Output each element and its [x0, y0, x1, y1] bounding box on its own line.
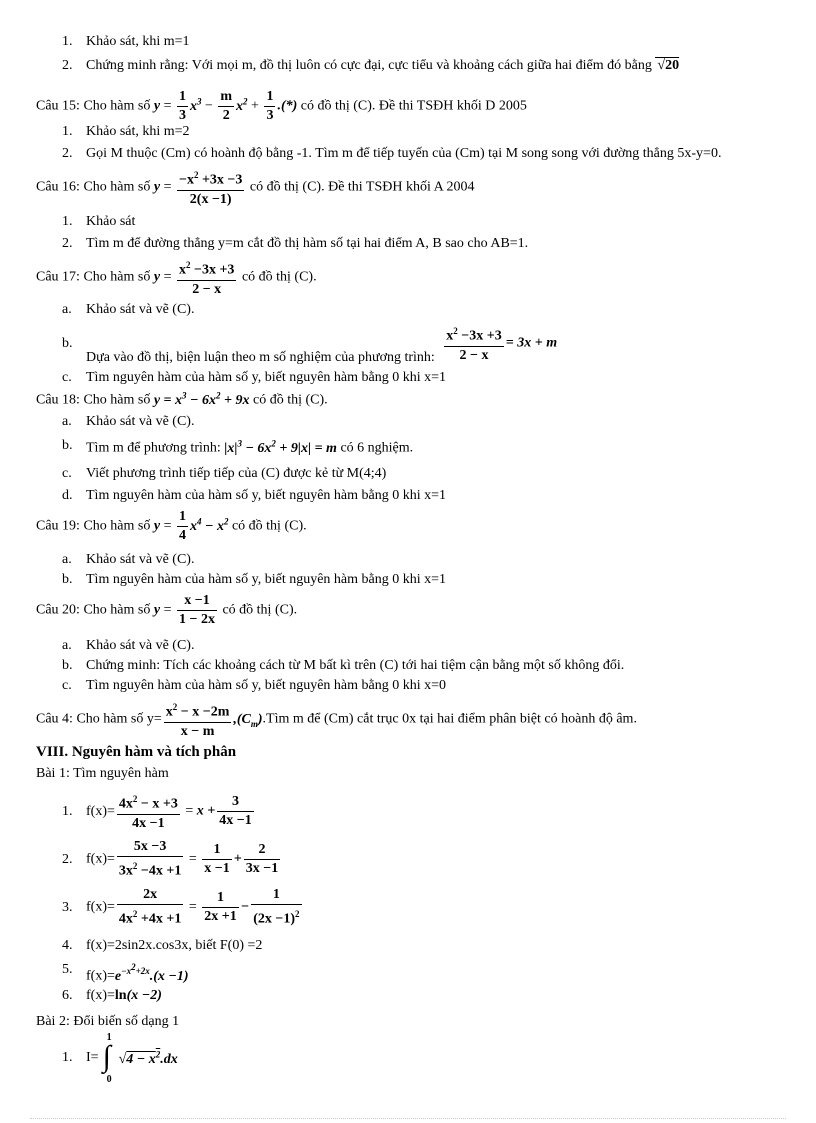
item-number: b.: [62, 336, 73, 351]
exercise-title: Bài 2: Đổi biến số dạng 1: [36, 1014, 180, 1029]
question-text: Câu 19: Cho hàm số y = $\frac{1}{4}$ $x^4 - x^2$ có đồ thị (C).: [36, 509, 307, 543]
item-text: Khảo sát: [86, 214, 136, 229]
item-text: Tìm nguyên hàm của hàm số y, biết nguyên hàm bằng 0 khi x=1: [86, 488, 447, 503]
item-text: f(x)= $\frac{2x}{4x^2 +4x +1}$ = $\frac{1}{2x +1}$ − $\frac{1}{(2x -1)^2}$: [86, 887, 300, 927]
item-text: Khảo sát, khi m=1: [86, 34, 190, 49]
item-number: a.: [62, 638, 72, 653]
item-text: Tìm nguyên hàm của hàm số y, biết nguyên hàm bằng 0 khi x=1: [86, 370, 447, 385]
item-text: f(x)= $\frac{4x^2 - x +3}{4x -1}$ = x + $\frac{3}{4x -1}$: [86, 790, 256, 833]
item-number: 1.: [62, 804, 73, 819]
item-text: Tìm m để đường thẳng y=m cắt đồ thị hàm số tại hai điểm A, B sao cho AB=1.: [86, 236, 529, 251]
question-text: Câu 18: Cho hàm số $y = x^3 - 6x^2 + 9x$ có đồ thị (C).: [36, 390, 328, 408]
item-text: Khảo sát và vẽ (C).: [86, 638, 195, 653]
item-number: 4.: [62, 938, 73, 953]
item-number: 1.: [62, 214, 73, 229]
item-number: c.: [62, 370, 72, 385]
exercise-title: Bài 1: Tìm nguyên hàm: [36, 766, 169, 781]
item-number: 5.: [62, 962, 73, 977]
item-number: 2.: [62, 58, 73, 73]
item-number: c.: [62, 678, 72, 693]
item-text: Chứng minh: Tích các khoảng cách từ M bất kì trên (C) tới hai tiệm cận bằng một số không đổi.: [86, 658, 625, 673]
item-number: 2.: [62, 852, 73, 867]
item-number: b.: [62, 658, 73, 673]
item-number: b.: [62, 572, 73, 587]
item-text: Khảo sát và vẽ (C).: [86, 552, 195, 567]
question-text: Câu 15: Cho hàm số y = $\frac{1}{3}$ $x^3$ − $\frac{m}{2}$ $x^2$ + $\frac{1}{3}$ .(*) có đồ thị (C). Đề thi TSĐH khối D 2005: [36, 89, 527, 123]
item-text: Khảo sát và vẽ (C).: [86, 414, 195, 429]
question-text: Câu 17: Cho hàm số y = $\frac{x^2 -3x +3}{2 - x}$ có đồ thị (C).: [36, 256, 317, 299]
item-text: Gọi M thuộc (Cm) có hoành độ bằng -1. Tìm m để tiếp tuyến của (Cm) tại M song song với đường thẳng 5x-y=0.: [86, 146, 722, 161]
sqrt-expression: √20: [657, 58, 680, 73]
question-text: Câu 4: Cho hàm số y= $\frac{x^2 - x -2m}{x - m}$ $,(C_m).Tìm$ m để (Cm) cắt trục 0x tại hai điểm phân biệt có hoành độ âm.: [36, 698, 637, 741]
item-text: Viết phương trình tiếp tiếp của (C) được kẻ từ M(4;4): [86, 466, 387, 481]
item-text: Khảo sát và vẽ (C).: [86, 302, 195, 317]
item-number: a.: [62, 414, 72, 429]
item-text: I= 1 ∫ 0 $√4 - x^2.dx$: [86, 1032, 178, 1085]
item-text: Dựa vào đồ thị, biện luận theo m số nghiệm của phương trình: $\frac{x^2 -3x +3}{2 - x}$ = 3x + m: [86, 322, 557, 365]
item-number: b.: [62, 438, 73, 453]
item-text: $f(x)=e^{-x^2+2x}.(x -1)$: [86, 962, 189, 984]
item-number: 1.: [62, 1050, 73, 1065]
integral-sign: 1 ∫ 0: [102, 1032, 112, 1085]
item-text: Chứng minh rằng: Với mọi m, đồ thị luôn có cực đại, cực tiểu và khoảng cách giữa hai điểm đó bằng √20: [86, 58, 680, 73]
item-number: 3.: [62, 900, 73, 915]
item-text: Khảo sát, khi m=2: [86, 124, 190, 139]
section-title: VIII. Nguyên hàm và tích phân: [36, 744, 237, 760]
item-number: 2.: [62, 146, 73, 161]
item-number: 6.: [62, 988, 73, 1003]
item-number: a.: [62, 302, 72, 317]
question-text: Câu 20: Cho hàm số y = $\frac{x -1}{1 - 2x}$ có đồ thị (C).: [36, 593, 298, 627]
item-number: 1.: [62, 34, 73, 49]
item-text: f(x)=2sin2x.cos3x, biết F(0) =2: [86, 938, 263, 953]
question-text: Câu 16: Cho hàm số y = $\frac{-x^2 +3x -3}{2(x -1)}$ có đồ thị (C). Đề thi TSĐH khối A 2004: [36, 166, 474, 209]
item-text: Tìm nguyên hàm của hàm số y, biết nguyên hàm bằng 0 khi x=0: [86, 678, 447, 693]
item-number: 1.: [62, 124, 73, 139]
item-text: Tìm m để phương trình: $|x|^3 - 6x^2 + 9|x| = m$ có 6 nghiệm.: [86, 438, 414, 456]
item-text: Tìm nguyên hàm của hàm số y, biết nguyên hàm bằng 0 khi x=1: [86, 572, 447, 587]
item-number: 2.: [62, 236, 73, 251]
item-number: d.: [62, 488, 73, 503]
item-number: a.: [62, 552, 72, 567]
item-text: f(x)= $\frac{5x -3}{3x^2 -4x +1}$ = $\frac{1}{x -1}$ + $\frac{2}{3x -1}$: [86, 839, 279, 879]
page-footer-divider: [30, 1118, 786, 1119]
item-number: c.: [62, 466, 72, 481]
item-text: f(x)=ln(x −2): [86, 988, 162, 1003]
